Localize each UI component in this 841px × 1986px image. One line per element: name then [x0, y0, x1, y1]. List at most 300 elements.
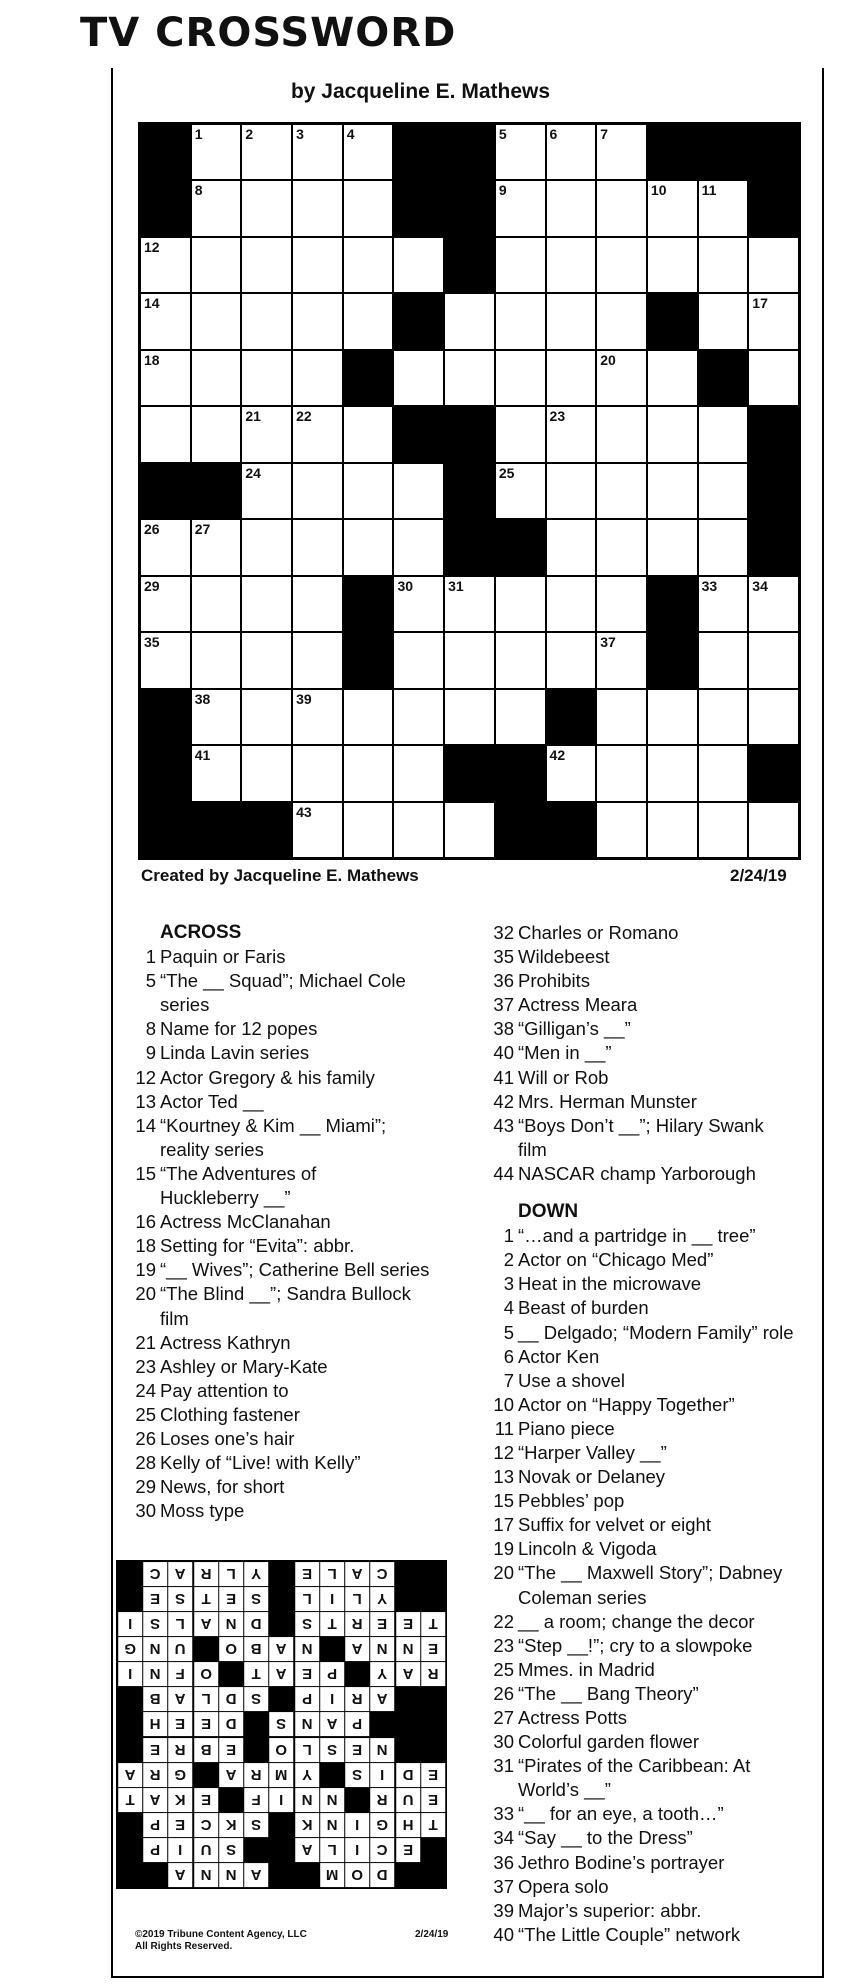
clue [488, 1272, 828, 1296]
grid-cell[interactable] [394, 520, 443, 574]
grid-cell[interactable] [242, 577, 291, 631]
grid-cell[interactable] [597, 351, 646, 405]
grid-cell[interactable] [699, 464, 748, 518]
grid-cell[interactable] [394, 577, 443, 631]
grid-cell[interactable] [597, 520, 646, 574]
clue [488, 1114, 828, 1138]
answer-black-square [118, 1587, 142, 1611]
clue-text: Beast of burden [518, 1297, 649, 1319]
black-square [394, 181, 443, 235]
clue-text: Suffix for velvet or eight [518, 1514, 711, 1536]
clue-number: 23 [135, 1355, 156, 1377]
grid-cell[interactable] [293, 520, 342, 574]
clue-text: “The Adventures of [160, 1162, 317, 1184]
cell-number: 37 [600, 634, 616, 651]
grid-cell[interactable] [344, 238, 393, 292]
grid-cell[interactable] [749, 690, 798, 744]
grid-cell[interactable] [648, 238, 697, 292]
answer-cell: A [370, 1687, 394, 1711]
grid-cell[interactable] [496, 633, 545, 687]
grid-cell[interactable] [648, 407, 697, 461]
answer-cell: M [320, 1863, 344, 1887]
answer-cell: C [370, 1838, 394, 1862]
clue-text: Coleman series [518, 1586, 647, 1608]
grid-cell[interactable] [293, 633, 342, 687]
clue-number: 3 [503, 1273, 514, 1295]
cell-number: 17 [752, 295, 768, 312]
grid-cell[interactable] [648, 520, 697, 574]
grid-cell[interactable] [394, 464, 443, 518]
black-square [394, 407, 443, 461]
clue-number: 17 [493, 1514, 514, 1536]
clue-text: film [518, 1138, 547, 1160]
clue-number: 43 [493, 1114, 514, 1136]
answer-black-square [269, 1863, 293, 1887]
black-square [344, 633, 393, 687]
grid-cell[interactable] [192, 125, 241, 179]
answer-cell: I [320, 1687, 344, 1711]
clue-text: Ashley or Mary-Kate [160, 1355, 328, 1377]
clue-text: series [160, 994, 210, 1016]
answer-cell: S [320, 1738, 344, 1762]
clue-number: 19 [135, 1259, 156, 1281]
answer-cell: L [345, 1587, 369, 1611]
black-square [445, 464, 494, 518]
clue-number: 28 [135, 1452, 156, 1474]
grid-cell[interactable] [394, 351, 443, 405]
grid-cell[interactable] [547, 746, 596, 800]
grid-cell[interactable] [547, 464, 596, 518]
grid-cell[interactable] [496, 181, 545, 235]
clue-number: 2 [503, 1249, 514, 1271]
grid-cell[interactable] [394, 803, 443, 857]
clue-text: film [160, 1307, 189, 1329]
clue-text: “The __ Squad”; Michael Cole [160, 970, 406, 992]
answer-cell: S [244, 1587, 268, 1611]
clue-text: Moss type [160, 1500, 245, 1522]
clue-text: Prohibits [518, 970, 590, 992]
black-square [445, 181, 494, 235]
answer-black-square [396, 1738, 420, 1762]
answer-black-square [244, 1738, 268, 1762]
answer-cell: A [118, 1763, 142, 1787]
answer-black-square [118, 1562, 142, 1586]
grid-cell[interactable] [242, 690, 291, 744]
grid-cell[interactable] [293, 577, 342, 631]
grid-cell[interactable] [344, 294, 393, 348]
grid-cell[interactable] [597, 633, 646, 687]
grid-cell[interactable] [394, 238, 443, 292]
grid-cell[interactable] [192, 181, 241, 235]
grid-cell[interactable] [242, 351, 291, 405]
frame-left [111, 68, 113, 1540]
black-square [648, 633, 697, 687]
clue [130, 1234, 470, 1258]
grid-cell[interactable] [242, 294, 291, 348]
grid-cell[interactable] [141, 294, 190, 348]
clue-number: 13 [493, 1466, 514, 1488]
answer-black-square [396, 1687, 420, 1711]
grid-cell[interactable] [242, 238, 291, 292]
grid-cell[interactable] [597, 803, 646, 857]
clue [130, 1282, 470, 1306]
grid-cell[interactable] [192, 351, 241, 405]
answer-cell: E [295, 1662, 319, 1686]
grid-cell[interactable] [293, 407, 342, 461]
answer-cell: A [345, 1637, 369, 1661]
grid-cell[interactable] [597, 690, 646, 744]
grid-cell[interactable] [242, 125, 291, 179]
clue-number: 42 [493, 1090, 514, 1112]
clue [488, 1706, 828, 1730]
grid-cell[interactable] [242, 181, 291, 235]
grid-cell[interactable] [648, 803, 697, 857]
grid-cell[interactable] [242, 746, 291, 800]
answer-cell: A [396, 1662, 420, 1686]
answer-cell: N [320, 1813, 344, 1837]
cell-number: 26 [144, 521, 160, 538]
cell-number: 25 [498, 464, 515, 481]
grid-cell[interactable] [293, 238, 342, 292]
clue [488, 921, 828, 945]
grid-cell[interactable] [293, 803, 342, 857]
clue-number: 30 [135, 1500, 156, 1522]
black-square [445, 407, 494, 461]
grid-cell[interactable] [141, 238, 190, 292]
grid-cell[interactable] [496, 407, 545, 461]
answer-cell: T [244, 1662, 268, 1686]
grid-cell[interactable] [445, 351, 494, 405]
black-square [749, 181, 798, 235]
crossword-grid[interactable] [138, 122, 801, 860]
grid-cell[interactable] [699, 577, 748, 631]
grid-cell[interactable] [496, 690, 545, 744]
clue [130, 993, 470, 1017]
answer-black-square [295, 1863, 319, 1887]
answer-cell: G [118, 1637, 142, 1661]
grid-cell[interactable] [445, 690, 494, 744]
grid-cell[interactable] [192, 633, 241, 687]
grid-cell[interactable] [648, 690, 697, 744]
answer-black-square [421, 1562, 445, 1586]
grid-cell[interactable] [699, 294, 748, 348]
grid-cell[interactable] [496, 238, 545, 292]
grid-cell[interactable] [344, 464, 393, 518]
black-square [648, 294, 697, 348]
cell-number: 30 [397, 577, 414, 594]
answer-cell: I [370, 1763, 394, 1787]
black-square [141, 746, 190, 800]
grid-cell[interactable] [445, 633, 494, 687]
grid-cell[interactable] [293, 690, 342, 744]
cell-number: 1 [194, 126, 203, 142]
grid-cell[interactable] [293, 294, 342, 348]
copyright-line: ©2019 Tribune Content Agency, LLC [135, 1929, 307, 1940]
clue-text: Colorful garden flower [518, 1731, 699, 1753]
grid-cell[interactable] [749, 294, 798, 348]
grid-cell[interactable] [293, 464, 342, 518]
answer-cell: I [345, 1838, 369, 1862]
answer-cell: N [295, 1637, 319, 1661]
grid-cell[interactable] [344, 125, 393, 179]
grid-cell[interactable] [293, 746, 342, 800]
grid-cell[interactable] [293, 351, 342, 405]
grid-cell[interactable] [344, 803, 393, 857]
answer-cell: A [295, 1838, 319, 1862]
grid-cell[interactable] [192, 690, 241, 744]
grid-cell[interactable] [547, 125, 596, 179]
answer-cell: I [168, 1838, 192, 1862]
cell-number: 3 [296, 126, 304, 142]
grid-cell[interactable] [547, 577, 596, 631]
grid-cell[interactable] [648, 746, 697, 800]
grid-cell[interactable] [293, 181, 342, 235]
black-square [699, 351, 748, 405]
grid-cell[interactable] [242, 520, 291, 574]
answer-black-square [219, 1662, 243, 1686]
clue [130, 1186, 470, 1210]
grid-cell[interactable] [293, 125, 342, 179]
clue-number: 34 [493, 1827, 514, 1849]
answer-cell: E [295, 1562, 319, 1586]
answer-cell: E [421, 1637, 445, 1661]
answer-cell: E [396, 1612, 420, 1636]
grid-cell[interactable] [699, 407, 748, 461]
black-square [648, 577, 697, 631]
grid-cell[interactable] [547, 351, 596, 405]
grid-cell[interactable] [749, 633, 798, 687]
clue-text: “__ for an eye, a tooth…” [518, 1803, 724, 1825]
grid-cell[interactable] [242, 633, 291, 687]
cell-number: 31 [448, 577, 464, 594]
clue [488, 1513, 828, 1537]
clue-number: 35 [493, 946, 514, 968]
clue-number: 7 [503, 1369, 514, 1391]
byline: by Jacqueline E. Mathews [290, 80, 551, 103]
grid-cell[interactable] [192, 238, 241, 292]
clue [488, 1826, 828, 1850]
grid-cell[interactable] [648, 464, 697, 518]
cell-number: 21 [245, 408, 261, 425]
black-square [141, 803, 190, 857]
grid-cell[interactable] [597, 181, 646, 235]
grid-cell[interactable] [749, 351, 798, 405]
grid-cell[interactable] [699, 690, 748, 744]
grid-cell[interactable] [648, 181, 697, 235]
clue [488, 1369, 828, 1393]
grid-cell[interactable] [547, 181, 596, 235]
clue [488, 1138, 828, 1162]
clue-text: Clothing fastener [160, 1403, 300, 1425]
grid-cell[interactable] [141, 520, 190, 574]
answer-cell: A [168, 1863, 192, 1887]
black-square [394, 125, 443, 179]
black-square [445, 520, 494, 574]
clue-text: Major’s superior: abbr. [518, 1899, 702, 1921]
clue [488, 969, 828, 993]
clue-text: Actress Meara [518, 994, 638, 1016]
grid-cell[interactable] [141, 577, 190, 631]
answer-cell: E [143, 1738, 167, 1762]
answer-cell: N [143, 1662, 167, 1686]
clue [488, 1658, 828, 1682]
answer-cell: E [421, 1788, 445, 1812]
answer-cell: A [168, 1687, 192, 1711]
grid-cell[interactable] [192, 520, 241, 574]
answer-cell: Y [370, 1662, 394, 1686]
grid-cell[interactable] [749, 803, 798, 857]
clue-text: Charles or Romano [518, 922, 679, 943]
clue-number: 12 [493, 1441, 514, 1463]
answer-cell: P [320, 1662, 344, 1686]
frame-bottom [111, 1976, 824, 1978]
clue [488, 1561, 828, 1585]
puzzle-date: 2/24/19 [730, 866, 787, 885]
answer-cell: S [168, 1587, 192, 1611]
grid-cell[interactable] [192, 407, 241, 461]
answer-cell: L [168, 1612, 192, 1636]
grid-cell[interactable] [445, 577, 494, 631]
grid-cell[interactable] [344, 690, 393, 744]
cell-number: 8 [194, 182, 203, 199]
grid-cell[interactable] [141, 351, 190, 405]
grid-cell[interactable] [597, 294, 646, 348]
clue-number: 26 [135, 1427, 156, 1449]
answer-cell: L [320, 1838, 344, 1862]
grid-cell[interactable] [699, 746, 748, 800]
black-square [344, 577, 393, 631]
answer-cell: R [244, 1763, 268, 1787]
cell-number: 11 [701, 182, 717, 199]
answer-cell: K [295, 1813, 319, 1837]
grid-cell[interactable] [699, 181, 748, 235]
clue-number: 5 [145, 970, 156, 992]
black-square [394, 294, 443, 348]
black-square [445, 125, 494, 179]
clue-text: Pay attention to [160, 1379, 289, 1401]
copyright [135, 1929, 307, 1953]
grid-cell[interactable] [597, 238, 646, 292]
grid-cell[interactable] [141, 633, 190, 687]
cell-number: 38 [194, 690, 211, 707]
grid-cell[interactable] [547, 238, 596, 292]
clue-text: Novak or Delaney [518, 1466, 666, 1488]
grid-cell[interactable] [344, 520, 393, 574]
answer-cell: I [118, 1662, 142, 1686]
clue-number: 4 [503, 1297, 514, 1319]
answer-cell: A [345, 1562, 369, 1586]
grid-cell[interactable] [597, 746, 646, 800]
answer-cell: S [143, 1612, 167, 1636]
clue-text: Actor on “Happy Together” [518, 1393, 735, 1415]
cell-number: 4 [346, 126, 355, 142]
grid-cell[interactable] [597, 125, 646, 179]
answer-cell: D [219, 1712, 243, 1736]
clue-number [488, 1586, 518, 1610]
grid-cell[interactable] [699, 803, 748, 857]
grid-cell[interactable] [749, 238, 798, 292]
answer-cell: U [194, 1838, 218, 1862]
clue-text: Pebbles’ pop [518, 1490, 625, 1512]
grid-cell[interactable] [699, 633, 748, 687]
grid-cell[interactable] [496, 125, 545, 179]
clue-text: Paquin or Faris [160, 946, 286, 968]
clue-number [130, 1138, 160, 1162]
grid-cell[interactable] [344, 407, 393, 461]
answer-cell: K [219, 1813, 243, 1837]
clue [488, 1041, 828, 1065]
grid-cell[interactable] [699, 520, 748, 574]
grid-cell[interactable] [394, 690, 443, 744]
grid-cell[interactable] [141, 407, 190, 461]
answer-cell: S [345, 1763, 369, 1787]
grid-cell[interactable] [242, 464, 291, 518]
clue-number: 33 [493, 1803, 514, 1825]
clue-text: “Harper Valley __” [518, 1441, 667, 1463]
clue-text: Huckleberry __” [160, 1187, 291, 1209]
grid-cell[interactable] [597, 577, 646, 631]
grid-cell[interactable] [547, 407, 596, 461]
frame-left-lower [111, 1540, 113, 1978]
grid-cell[interactable] [192, 577, 241, 631]
grid-cell[interactable] [699, 238, 748, 292]
black-square [749, 520, 798, 574]
clue [130, 1090, 470, 1114]
grid-cell[interactable] [242, 407, 291, 461]
grid-cell[interactable] [547, 520, 596, 574]
grid-cell[interactable] [192, 746, 241, 800]
answer-cell: R [194, 1562, 218, 1586]
clue-number [130, 1186, 160, 1210]
clue-number: 25 [493, 1658, 514, 1680]
answer-cell: A [269, 1637, 293, 1661]
grid-cell[interactable] [496, 351, 545, 405]
grid-cell[interactable] [394, 746, 443, 800]
grid-cell[interactable] [648, 351, 697, 405]
clue-number: 32 [493, 922, 514, 943]
clue [488, 1465, 828, 1489]
grid-cell[interactable] [597, 464, 646, 518]
grid-cell[interactable] [445, 294, 494, 348]
answer-black-square [118, 1813, 142, 1837]
grid-cell[interactable] [749, 577, 798, 631]
grid-cell[interactable] [344, 181, 393, 235]
grid-cell[interactable] [547, 294, 596, 348]
clue-number: 18 [135, 1235, 156, 1257]
grid-cell[interactable] [192, 294, 241, 348]
grid-cell[interactable] [597, 407, 646, 461]
clue [488, 1162, 828, 1186]
clues-column-left [130, 921, 470, 1523]
grid-cell[interactable] [496, 294, 545, 348]
answer-black-square [118, 1863, 142, 1887]
grid-cell[interactable] [394, 633, 443, 687]
grid-cell[interactable] [547, 633, 596, 687]
clue-number: 40 [493, 1042, 514, 1064]
grid-cell[interactable] [496, 464, 545, 518]
black-square [699, 125, 748, 179]
answer-cell: A [219, 1763, 243, 1787]
answer-cell: I [345, 1813, 369, 1837]
answer-black-square [269, 1562, 293, 1586]
answer-cell: N [370, 1637, 394, 1661]
black-square [749, 464, 798, 518]
answer-cell: D [244, 1612, 268, 1636]
grid-cell[interactable] [445, 803, 494, 857]
black-square [242, 803, 291, 857]
grid-cell[interactable] [344, 746, 393, 800]
grid-cell[interactable] [496, 577, 545, 631]
